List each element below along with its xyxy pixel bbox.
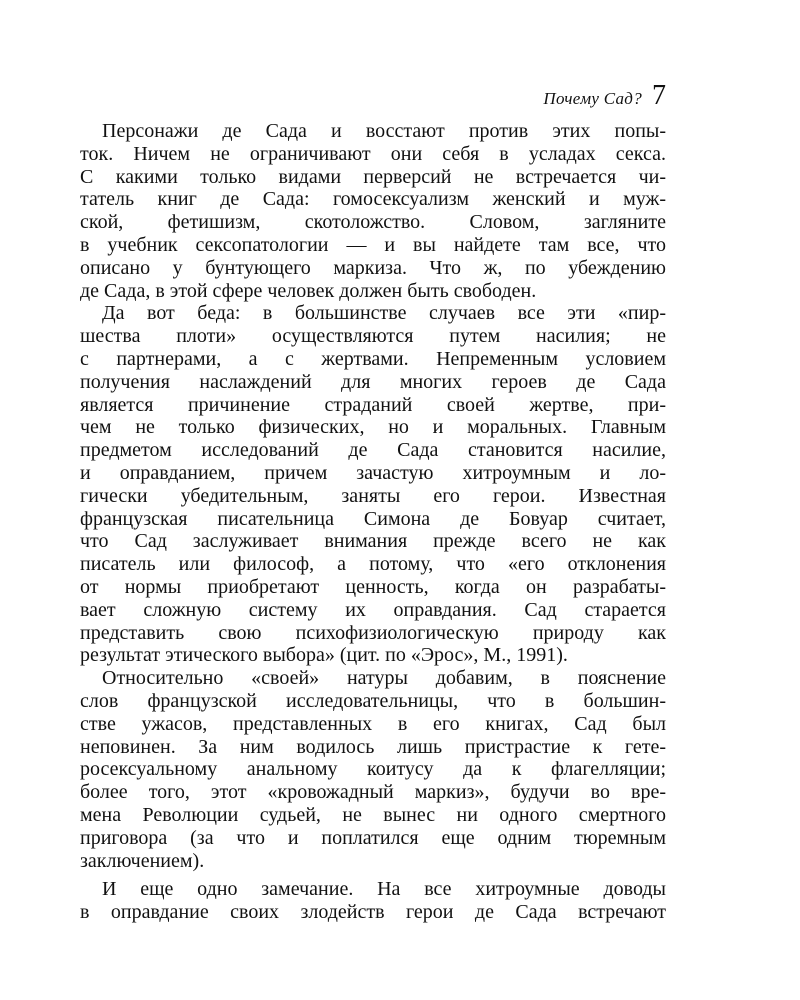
- body-text: [80, 120, 666, 924]
- text-line: стве ужасов, представленных в его книгах, Сад был: [80, 712, 666, 735]
- text-line: неповинен. За ним водилось лишь пристрастие к гете-: [80, 735, 666, 758]
- text-line: приговора (за что и поплатился еще одним тюремным: [80, 826, 666, 849]
- text-line: И еще одно замечание. На все хитроумные доводы: [102, 878, 666, 901]
- paragraph-3: [80, 667, 666, 872]
- text-line: де Сада, в этой сфере человек должен быть свободен.: [80, 279, 537, 302]
- text-line: Относительно «своей» натуры добавим, в пояснение: [102, 667, 666, 690]
- text-line: в оправдание своих злодейств герои де Сада встречают: [80, 901, 666, 924]
- text-line: мена Революции судьей, не вынес ни одного смертного: [80, 803, 666, 826]
- text-line: в учебник сексопатологии — и вы найдете там все, что: [80, 233, 666, 256]
- text-line: что Сад заслуживает внимания прежде всего не как: [80, 530, 666, 553]
- text-line: результат этического выбора» (цит. по «Эрос», М., 1991).: [80, 644, 568, 667]
- text-line: шества плоти» осуществляются путем насилия; не: [80, 325, 666, 348]
- running-head: [543, 82, 666, 110]
- page-number: 7: [652, 80, 666, 111]
- paragraph-4: [80, 878, 666, 924]
- text-line: татель книг де Сада: гомосексуализм женский и муж-: [80, 188, 666, 211]
- text-line: французская писательница Симона де Бовуар считает,: [80, 507, 666, 530]
- text-line: росексуальному анальному коитусу да к флагелляции;: [80, 758, 666, 781]
- text-line: Да вот беда: в большинстве случаев все эти «пир-: [102, 302, 666, 325]
- text-line: слов французской исследовательницы, что в большин-: [80, 689, 666, 712]
- text-line: гически убедительным, заняты его герои. Известная: [80, 484, 666, 507]
- text-line: является причинение страданий своей жертве, при-: [80, 393, 666, 416]
- text-line: с партнерами, а с жертвами. Непременным условием: [80, 347, 666, 370]
- running-title: Почему Сад?: [543, 89, 642, 108]
- text-line: предметом исследований де Сада становится насилие,: [80, 439, 666, 462]
- text-line: получения наслаждений для многих героев де Сада: [80, 370, 666, 393]
- text-line: вает сложную систему их оправдания. Сад старается: [80, 598, 666, 621]
- text-line: писатель или философ, а потому, что «его отклонения: [80, 553, 666, 576]
- paragraph-1: [80, 120, 666, 302]
- text-line: описано у бунтующего маркиза. Что ж, по убеждению: [80, 256, 666, 279]
- paragraph-2: [80, 302, 666, 667]
- text-line: от нормы приобретают ценность, когда он разрабаты-: [80, 575, 666, 598]
- text-line: ток. Ничем не ограничивают они себя в усладах секса.: [80, 142, 666, 165]
- text-line: заключением).: [80, 849, 205, 872]
- text-line: Персонажи де Сада и восстают против этих попы-: [102, 120, 666, 142]
- text-line: ской, фетишизм, скотоложство. Словом, загляните: [80, 211, 666, 234]
- text-line: С какими только видами перверсий не встречается чи-: [80, 165, 666, 188]
- text-line: чем не только физических, но и моральных. Главным: [80, 416, 666, 439]
- text-line: более того, этот «кровожадный маркиз», будучи во вре-: [80, 781, 666, 804]
- text-line: и оправданием, причем зачастую хитроумным и ло-: [80, 461, 666, 484]
- text-line: представить свою психофизиологическую природу как: [80, 621, 666, 644]
